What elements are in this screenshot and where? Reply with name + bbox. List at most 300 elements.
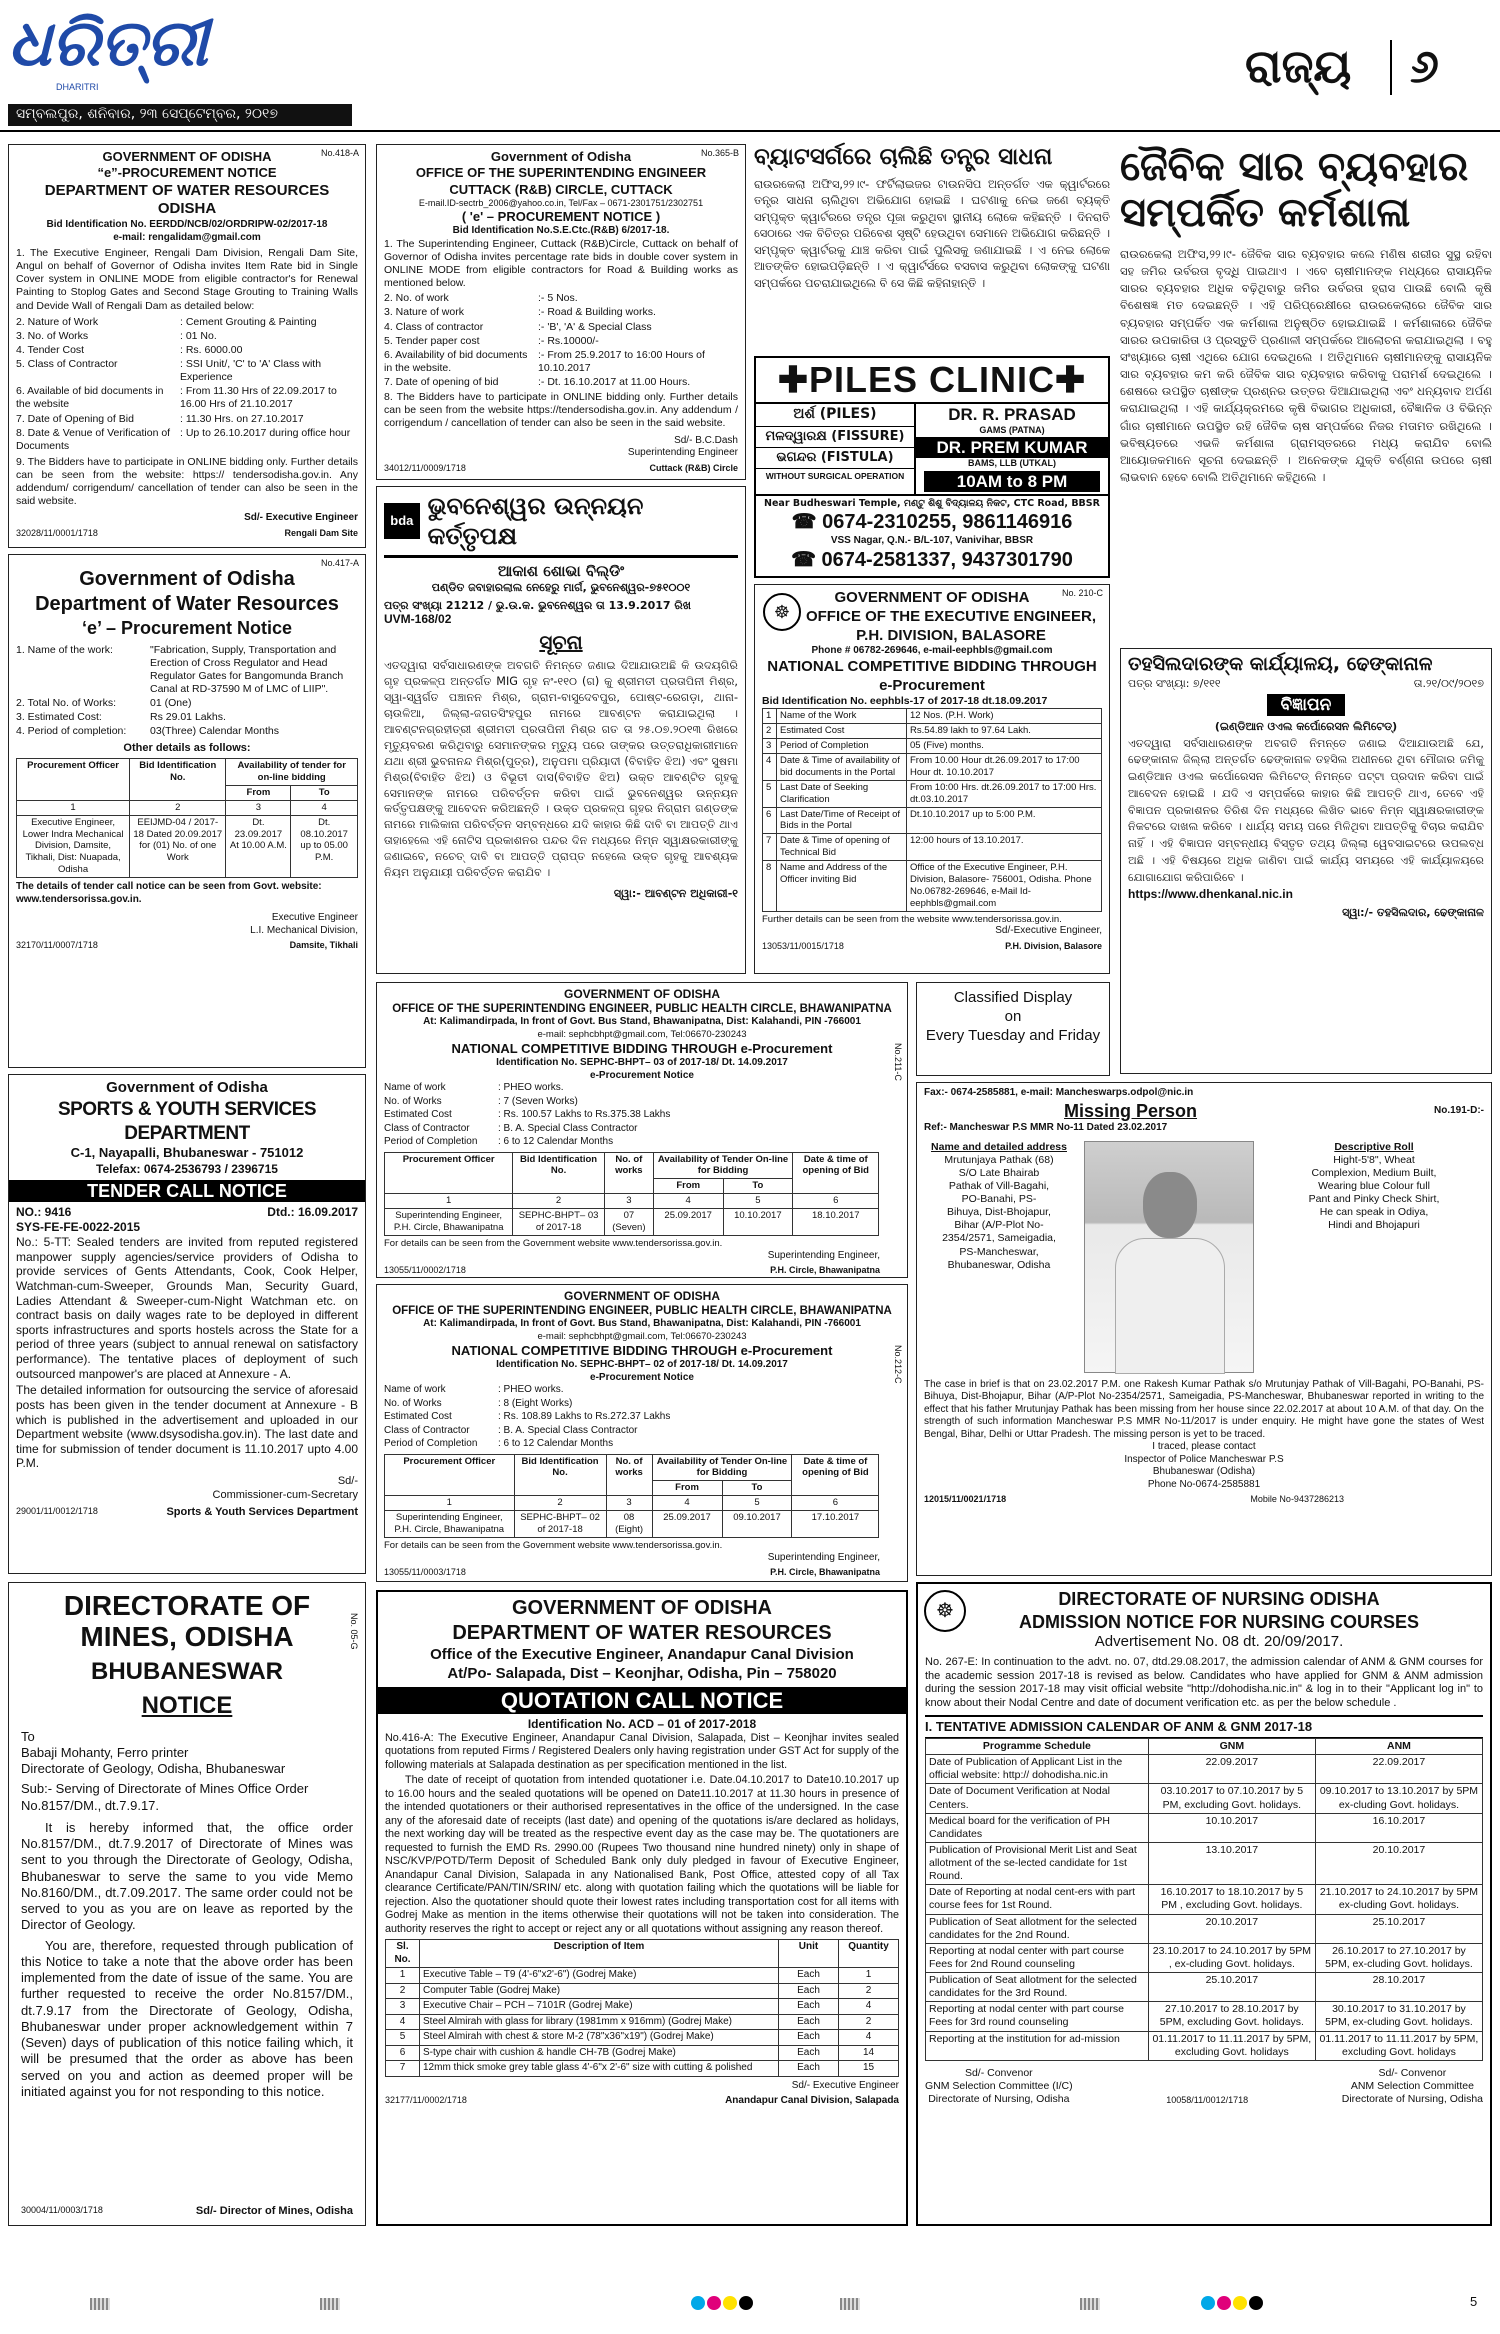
ad-paragraph: No. 267-E: In continuation to the advt. no. 07, dtd.29.08.2017, the admission calendar of ANM & GNM courses for the academic session 2017-18 is revised as below. Candidates who have applied for GNM & ANM admission during the session 2017-18 may visit official website "http://dohodisha.nic.in" & log in to their "Applicant log in" to know about their Nodal Centre and date of document verification etc. as per the below schedule .	[925, 1655, 1483, 1709]
table-cell: 16.10.2017	[1315, 1813, 1482, 1842]
page-footer	[0, 2290, 1500, 2330]
table-cell: 6	[792, 1496, 879, 1511]
section-title: ରାଜ୍ୟ	[1245, 39, 1352, 93]
detail-value: : 01 No.	[180, 329, 217, 342]
registration-mark-icon	[320, 2298, 340, 2310]
clinic-address: VSS Nagar, Q.N.- B/L-107, Vanivihar, BBSR	[830, 535, 1034, 547]
ad-dept: DEPARTMENT OF WATER RESOURCES ODISHA	[44, 181, 330, 218]
news-headline: ସମ୍ପର୍କିତ କର୍ମଶାଳା	[1120, 190, 1411, 236]
table-header: No. of works	[606, 1454, 652, 1496]
table-cell: 20.10.2017	[1148, 1914, 1315, 1943]
table-cell: Publication of Seat allotment for the selected candidates for the 2nd Round.	[926, 1914, 1149, 1943]
subject-line: Sub:- Serving of Directorate of Mines Office Order No.8157/DM., dt.7.9.17.	[21, 1781, 309, 1813]
table-cell: Reporting at the institution for ad-mission	[926, 2031, 1149, 2060]
classified-display-box	[916, 982, 1110, 1076]
table-cell: 5	[722, 1496, 792, 1511]
table-cell: Each	[779, 1983, 839, 1999]
ad-gov-heading: GOVERNMENT OF ODISHA	[511, 1597, 772, 1619]
table-cell: Each	[779, 2030, 839, 2046]
signatory: Superintending Engineer,	[767, 1551, 880, 1563]
ad-paragraph: The date of receipt of quotation from intended quotationer i.e. Date.04.10.2017 to Date10.10.2017 up to 16.00 hours and the sealed quotations will be opened on Date11.10.2017 at 11.30 hours in presence of the intended quotationers or their authorised representatives in the office of the undersigned. In the case any of the aforesaid date of receipts (last date) and opening of the quotations is/are declared as holidays, the next working day will be treated as the respective event day as the case may be. The quotationers are requested to furnish the EMD Rs. 2990.00 (Rupees Two thousand nine hundred ninety) only in shape of NSC/KVP/POTD/Term Deposit of Scheduled Bank only duly pledged in favour of Executive Engineer, Anandapur Canal Division, Salapada in any Nationalised Bank, Post Office, attested copy of all Tax clearance Certificate/PAN/TIN/SRIN/ etc. along with quotation failing which the quotations will be liable for rejection. Also the quotationer should quote their lowest rates including transportation cost for all items with Godrej Make as mention in the items otherwise their quotations will not be taken into consideration. The authority reserves the right to accept or reject any or all quotations without assigning any reason thereof.	[385, 1774, 899, 1935]
ad-number: No.418-A	[320, 148, 359, 158]
address-line: Mrutunjaya Pathak (68)	[944, 1153, 1054, 1166]
table-cell: Medical board for the verification of PH Candidates	[926, 1813, 1149, 1842]
table-header: Availability of Tender On-line for Bidding	[653, 1152, 792, 1179]
table-row	[386, 2014, 899, 2030]
detail-value: : 6 to 12 Calendar Months	[498, 1438, 614, 1449]
yellow-dot-icon	[723, 2296, 737, 2310]
news-headline: ଜୈବିକ ସାର ବ୍ୟବହାର	[1120, 144, 1469, 190]
table-cell: 15	[839, 2061, 899, 2077]
table-cell: 21.10.2017 to 24.10.2017 by 5PM ex-cluding Govt. holidays.	[1315, 1885, 1482, 1914]
phone-icon: ☎	[791, 548, 822, 571]
table-cell: 05 (Five) months.	[907, 739, 1102, 754]
signatory-office: Directorate of Nursing, Odisha	[928, 2093, 1070, 2105]
table-row	[386, 1983, 899, 1999]
table-header: Bid Identification No.	[513, 1152, 605, 1194]
signatory: Sd/- Executive Engineer	[791, 2079, 899, 2091]
table-cell: 12:00 hours of 13.10.2017.	[907, 834, 1102, 861]
table-cell: Reporting at nodal center with part course Fees for 3rd round counseling	[926, 2002, 1149, 2031]
table-cell: 3	[226, 800, 291, 815]
detail-value: : From 11.30 Hrs of 22.09.2017 to 16.00 Hrs of 21.10.2017	[180, 385, 337, 411]
table-cell: 2	[839, 2014, 899, 2030]
ad-office: OFFICE OF THE SUPERINTENDING ENGINEER, PUBLIC HEALTH CIRCLE, BHAWANIPATNA	[392, 1003, 892, 1015]
detail-label: 6. Availability of bid documents in the website.	[384, 348, 528, 374]
ad-title: NATIONAL COMPETITIVE BIDDING THROUGH e-Procurement	[451, 1342, 833, 1358]
clinic-phone-2	[756, 548, 1108, 573]
items-table	[385, 1939, 899, 2077]
signatory: Sd/- Director of Mines, Odisha	[195, 2205, 353, 2218]
ad-title: ‘e’ – Procurement Notice	[81, 618, 293, 638]
detail-value: : B. A. Special Class Contractor	[498, 1122, 638, 1134]
detail-label: 1. Name of the work:	[16, 643, 113, 656]
table-cell: SEPHC-BHPT– 03 of 2017-18	[513, 1209, 605, 1236]
ad-details	[384, 292, 738, 389]
signatory-office: P.H. Circle, Bhawanipatna	[770, 1567, 880, 1578]
ad-gov-heading: GOVERNMENT OF ODISHA	[834, 589, 1030, 606]
bid-details-table	[762, 708, 1102, 911]
ad-code: 34012/11/0009/1718	[384, 462, 466, 473]
ad-note: For details can be seen from the Government website www.tendersorissa.gov.in.	[384, 1539, 723, 1551]
table-row	[926, 1842, 1483, 1884]
ad-title: NATIONAL COMPETITIVE BIDDING THROUGH e-Procurement	[767, 657, 1097, 694]
table-cell: 2	[763, 724, 777, 739]
detail-value: : 11.30 Hrs. on 27.10.2017	[180, 412, 304, 425]
detail-value: :- Road & Building works.	[538, 306, 656, 319]
detail-label: 8. Date & Venue of Verification of Documents	[16, 426, 171, 452]
signatory-office: Rengali Dam Site	[284, 527, 358, 538]
phone-icon: ☎	[791, 511, 823, 534]
table-header: From	[226, 785, 291, 800]
table-header: Date & time of opening of Bid	[792, 1454, 879, 1496]
ad-paragraph: It is hereby informed that, the office order No.8157/DM., dt.7.9.2017 of Directorate of Mines was sent to you through the Directorate of Geology, Odisha, Bhubaneswar to serve the same to you vide Memo No.8160/DM., dt.7.09.2017. The same order could not be served to you as you are on leave as reported by the Director of Geology.	[21, 1819, 353, 1933]
ad-contact: e-mail: sephcbhpt@gmail.com, Tel:06670-230243	[537, 1330, 747, 1342]
clinic-title	[756, 358, 1108, 404]
detail-label: 5. Class of Contractor	[16, 358, 118, 370]
addressee-line: Babaji Mohanty, Ferro printer	[21, 1744, 189, 1760]
sports-youth-tender-notice	[8, 1074, 366, 1574]
signatory-title: Commissioner-cum-Secretary	[212, 1488, 358, 1501]
table-cell: Publication of Seat allotment for the selected candidates for the 3rd Round.	[926, 1973, 1149, 2002]
table-cell: 5	[763, 780, 777, 807]
detail-label: Name of work	[384, 1082, 446, 1093]
detail-label: 2. No. of work	[384, 292, 449, 305]
table-cell: Name of the Work	[777, 709, 907, 724]
ph-balasore-notice	[754, 584, 1110, 974]
table-cell: 5	[723, 1194, 793, 1209]
table-row	[926, 1943, 1483, 1972]
ad-contact: e-mail: sephcbhpt@gmail.com, Tel:06670-230243	[537, 1028, 747, 1040]
table-row	[763, 834, 1102, 861]
detail-value: : SSI Unit/, 'C' to 'A' Class with Experience	[180, 358, 322, 384]
table-cell: 2	[514, 1496, 606, 1511]
detail-value: :- Rs.10000/-	[538, 334, 599, 347]
bid-id: Identification No. SEPHC-BHPT– 03 of 2017-18/ Dt. 14.09.2017	[496, 1057, 788, 1068]
ad-code: 13055/11/0002/1718	[384, 1265, 466, 1276]
bda-notice	[376, 486, 746, 974]
signatory: Sd/- Convenor	[1378, 2066, 1447, 2079]
calendar-heading: I. TENTATIVE ADMISSION CALENDAR OF ANM & GNM 2017-18	[925, 1715, 1483, 1738]
ad-paragraph: 9. The Bidders have to participate in ONLINE bidding only. Further details can be seen from the website: https:// tendersodisha.gov.in. Any addendum/ corrigendum/ cancellation of tender can also be seen in the said website.	[16, 455, 358, 508]
table-cell: 12 Nos. (P.H. Work)	[907, 709, 1102, 724]
bid-id: Bid Identification No. eephbls-17 of 2017-18 dt.18.09.2017	[762, 695, 1048, 708]
description-heading: Descriptive Roll	[1334, 1140, 1414, 1153]
table-cell: 22.09.2017	[1315, 1755, 1482, 1784]
section-divider	[1390, 40, 1392, 95]
ad-title: ଭୁବନେଶ୍ୱର ଉନ୍ନୟନ କର୍ତ୍ତୃପକ୍ଷ	[427, 492, 644, 550]
magenta-dot-icon	[707, 2296, 721, 2310]
table-cell: 09.10.2017	[722, 1511, 792, 1538]
contact-line: Bhubaneswar (Odisha)	[1152, 1466, 1256, 1477]
table-cell: 30.10.2017 to 31.10.2017 by 5PM, ex-cluding Govt. holidays.	[1315, 2002, 1482, 2031]
table-cell: EEIJMD-04 / 2017-18 Dated 20.09.2017 for (01) No. of one Work	[130, 815, 226, 877]
ad-address: C-1, Nayapalli, Bhubaneswar - 751012	[70, 1145, 304, 1161]
table-cell: 4	[386, 2014, 420, 2030]
doctor-qualification: GAMS (PATNA)	[979, 425, 1045, 436]
detail-label: Class of Contractor	[384, 1424, 470, 1436]
ad-gov-heading: Government of Odisha	[79, 568, 295, 590]
detail-value: : Rs. 6000.00	[180, 343, 243, 356]
ad-details	[384, 1082, 900, 1149]
table-cell: Superintending Engineer, P.H. Circle, Bhawanipatna	[385, 1209, 513, 1236]
table-cell: 1	[386, 1968, 420, 1984]
description-line: Pant and Pinky Check Shirt,	[1308, 1193, 1440, 1205]
table-cell: Superintending Engineer, P.H. Circle, Bhawanipatna	[385, 1511, 515, 1538]
detail-label: 6. Available of bid documents in the website	[16, 385, 164, 411]
table-cell: 16.10.2017 to 18.10.2017 by 5 PM , excluding Govt. holidays.	[1148, 1885, 1315, 1914]
ad-number: No.211-C	[893, 1043, 903, 1081]
signatory: Executive Engineer	[271, 912, 358, 923]
signatory-office: Anandapur Canal Division, Salapada	[725, 2095, 899, 2107]
detail-value: :- 5 Nos.	[538, 292, 578, 305]
tagline: WITHOUT SURGICAL OPERATION	[765, 471, 905, 481]
detail-value: :- 'B', 'A' & Special Class	[538, 320, 652, 333]
detail-label: Estimated Cost	[384, 1109, 452, 1120]
table-cell: 23.10.2017 to 24.10.2017 by 5PM , ex-cluding Govt. holidays.	[1148, 1943, 1315, 1972]
detail-label: 4. Class of contractor	[384, 320, 484, 333]
ad-heading: NOTICE	[141, 1691, 233, 1719]
quotation-call-band: QUOTATION CALL NOTICE	[378, 1687, 906, 1715]
ad-code: 32170/11/0007/1718	[16, 940, 98, 950]
table-cell: 25.09.2017	[652, 1511, 722, 1538]
ad-address: At: Kalimandirpada, In front of Govt. Bus Stand, Bhawanipatna, Dist: Kalahandi, PIN -766001	[423, 1016, 861, 1028]
ref-number: Ref:- Mancheswar P.S MMR No-11 Dated 23.02.2017	[924, 1122, 1168, 1133]
table-row	[926, 1813, 1483, 1842]
table-header: Programme Schedule	[926, 1739, 1149, 1755]
ad-gov-heading: GOVERNMENT OF ODISHA	[102, 149, 272, 164]
table-cell: 1	[385, 1496, 515, 1511]
odisha-emblem-icon: ☸	[924, 1590, 966, 1632]
ad-heading: ବିଜ୍ଞାପନ	[1267, 694, 1346, 716]
detail-label: 3. Nature of work	[384, 306, 464, 319]
detail-label: 7. Date of Opening of Bid	[16, 412, 134, 425]
ad-title: NATIONAL COMPETITIVE BIDDING THROUGH e-Procurement	[451, 1040, 833, 1056]
table-row	[763, 754, 1102, 781]
ad-number: No.417-A	[320, 558, 359, 568]
ad-gov-heading: GOVERNMENT OF ODISHA	[563, 987, 720, 1001]
table-row	[763, 709, 1102, 724]
table-cell: 1	[763, 709, 777, 724]
table-header: Unit	[779, 1940, 839, 1968]
signatory: ସ୍ୱା:- ଆବଣ୍ଟନ ଅଧିକାରୀ-୧	[613, 886, 738, 900]
table-cell: 2	[130, 800, 226, 815]
table-cell: Reporting at nodal center with part course Fees for 2nd Round counseling	[926, 1943, 1149, 1972]
table-header: Sl. No.	[386, 1940, 420, 1968]
ad-gov-heading: GOVERNMENT OF ODISHA	[563, 1289, 720, 1303]
signatory: Superintending Engineer,	[767, 1249, 880, 1261]
address-line: Bhubaneswar, Odisha	[947, 1258, 1051, 1271]
tender-table	[384, 1152, 879, 1236]
ref-number: ପତ୍ର ସଂଖ୍ୟା: ୭/୧୧୧	[1128, 676, 1221, 690]
signatory-office: L.I. Mechanical Division,	[250, 924, 358, 936]
table-row	[763, 861, 1102, 912]
ad-gov-heading: Government of Odisha	[106, 1079, 268, 1096]
table-cell: Date & Time of availability of bid documents in the Portal	[777, 754, 907, 781]
signatory: Sd/-Executive Engineer,	[995, 925, 1102, 937]
table-cell: 2	[839, 1983, 899, 1999]
table-header: Availability of Tender On-line for Bidding	[652, 1454, 792, 1481]
table-row	[926, 1914, 1483, 1943]
address-line: PS-Mancheswar,	[959, 1245, 1039, 1258]
detail-label: 7. Date of opening of bid	[384, 376, 499, 388]
table-cell: Period of Completion	[777, 739, 907, 754]
table-cell: Rs.54.89 lakh to 97.64 Lakh.	[907, 724, 1102, 739]
tender-table	[384, 1454, 879, 1538]
detail-value: : 8 (Eight Works)	[498, 1397, 573, 1409]
table-header: From	[653, 1179, 723, 1194]
contact-line: Phone No-0674-2585881	[1147, 1478, 1261, 1490]
table-header: Bid Identification No.	[130, 759, 226, 801]
clinic-address: Near Budheswari Temple, ମଣ୍ଟୁ ଶିଶୁ ବିଦ୍ୟାଳୟ ନିକଟ, CTC Road, BBSR	[756, 494, 1108, 510]
description-line: Complexion, Medium Built,	[1311, 1166, 1437, 1179]
detail-value: :- Dt. 16.10.2017 at 11.00 Hours.	[538, 376, 691, 388]
detail-value: : PHEO works.	[498, 1082, 564, 1093]
table-cell: 09.10.2017 to 13.10.2017 by 5PM ex-cluding Govt. holidays.	[1315, 1784, 1482, 1813]
table-cell: Date of Reporting at nodal cent-ers with part course fees for 1st Round.	[926, 1885, 1149, 1914]
table-row	[926, 1973, 1483, 2002]
doctor-qualification: BAMS, LLB (UTKAL)	[968, 457, 1056, 468]
ref-number: ପତ୍ର ସଂଖ୍ୟା 21212 / ଭୁ.ଉ.କ. ଭୁବନେଶ୍ୱର ତା 13.9.2017 ରିଖ	[384, 598, 691, 612]
table-cell: 01.11.2017 to 11.11.2017 by 5PM, excluding Govt. holidays	[1148, 2031, 1315, 2060]
table-cell: 25.10.2017	[1315, 1914, 1482, 1943]
plus-icon: ✚	[1055, 359, 1087, 400]
table-cell: 26.10.2017 to 27.10.2017 by 5PM, ex-cluding Govt. holidays.	[1315, 1943, 1482, 1972]
table-cell: Computer Table (Godrej Make)	[420, 1983, 779, 1999]
detail-label: 5. Tender paper cost	[384, 334, 480, 347]
table-row	[763, 807, 1102, 834]
table-cell: From 10.00 Hour dt.26.09.2017 to 17:00 Hour dt. 10.10.2017	[907, 754, 1102, 781]
signatory: ସ୍ୱା:/- ତହସିଲଦାର, ଢେଙ୍କାନାଳ	[1342, 905, 1484, 919]
address-line: Pathak of Vill-Bagahi,	[948, 1179, 1050, 1192]
admission-calendar-table	[925, 1738, 1483, 2061]
ad-number: No.365-B	[700, 148, 739, 158]
table-cell: 28.10.2017	[1315, 1973, 1482, 2002]
phone-number: 0674-2310255, 9861146916	[822, 511, 1073, 534]
signatory-office: P.H. Division, Balasore	[1005, 940, 1102, 951]
masthead-rule	[0, 130, 1500, 132]
ad-title: ( 'e' – PROCUREMENT NOTICE )	[461, 209, 661, 224]
ad-address: At: Kalimandirpada, In front of Govt. Bus Stand, Bhawanipatna, Dist: Kalahandi, PIN -766001	[423, 1318, 861, 1330]
news-headline: ବ୍ୟାଟସର୍ଗରେ ଚାଲିଛି ତନ୍ତ୍ର ସାଧନା	[754, 144, 1053, 170]
address-line: 2354/2571, Sameigadia,	[942, 1232, 1056, 1245]
table-cell: Executive Engineer, Lower Indra Mechanical Division, Damsite, Tikhali, Dist: Nuapada, Odisha	[17, 815, 130, 877]
black-dot-icon	[1249, 2296, 1263, 2310]
clinic-name: PILES CLINIC	[808, 359, 1056, 400]
table-row	[386, 1999, 899, 2015]
ad-website[interactable]: https://www.dhenkanal.nic.in	[1128, 886, 1293, 901]
bid-id: Identification No. SEPHC-BHPT– 02 of 2017-18/ Dt. 14.09.2017	[496, 1359, 788, 1370]
table-cell: 25.09.2017	[653, 1209, 723, 1236]
table-header: Availability of tender for on-line bidding	[226, 759, 358, 786]
table-cell: SEPHC-BHPT– 02 of 2017-18	[514, 1511, 606, 1538]
detail-label: Period of Completion	[384, 1438, 478, 1449]
detail-value: Rs 29.01 Lakhs.	[150, 711, 226, 724]
table-cell: 3	[386, 1999, 420, 2015]
ad-note: Further details can be seen from the website www.tendersorissa.gov.in.	[762, 913, 1062, 925]
table-cell: Office of the Executive Engineer, P.H. Division, Balasore- 756001, Odisha. Phone No.06782-269646, e-Mail Id-eephbls@gmail.com	[907, 861, 1102, 912]
treatment-item: ମଳଦ୍ୱାରକ୍ଷ (FISSURE)	[756, 427, 914, 448]
table-header: Description of Item	[420, 1940, 779, 1968]
table-cell: Publication of Provisional Merit List and Seat allotment of the se-lected candidate for 1st Round.	[926, 1842, 1149, 1884]
table-cell: 20.10.2017	[1315, 1842, 1482, 1884]
table-cell: Steel Almirah with chest & store M-2 (78"x36"x19") (Godrej Make)	[420, 2030, 779, 2046]
doctor-name: DR. PREM KUMAR	[916, 437, 1108, 458]
table-cell: Each	[779, 2045, 839, 2061]
table-cell: Each	[779, 1999, 839, 2015]
clinic-hours: 10AM to 8 PM	[924, 471, 1100, 492]
mines-notice	[8, 1582, 366, 2226]
detail-label: Period of Completion	[384, 1136, 478, 1147]
table-header: Bid Identification No.	[514, 1454, 606, 1496]
ad-details	[384, 1384, 900, 1451]
detail-value: : Cement Grouting & Painting	[180, 315, 317, 328]
table-header: To	[722, 1481, 792, 1496]
page-number-odia: ୬	[1410, 39, 1439, 93]
table-header: Date & time of opening of Bid	[793, 1152, 879, 1194]
detail-value: : Rs. 108.89 Lakhs to Rs.272.37 Lakhs	[498, 1411, 671, 1422]
table-cell: 12mm thick smoke grey table glass 4'-6"x 2'-6" size with cutting & polished	[420, 2061, 779, 2077]
address-line: Bihar (A/P-Plot No-	[954, 1219, 1044, 1232]
table-cell: 5	[386, 2030, 420, 2046]
ad-title: DIRECTORATE OF MINES, ODISHA	[63, 1590, 311, 1652]
ad-paragraph: No.: 5-TT: Sealed tenders are invited from reputed registered manpower supply agencies/service providers of Odisha to provide services of Gents Attendants, Cook, Cook Helper, Watchman-cum-Sweeper, Grounds Man, Security Guard, Ladies Attendant & Sweeper-cum-Night Watchman etc. on contract basis on daily wages rate to be deployed in different sports infrastructures and sports hostels across the State for a period of three years (subject to annual renewal on satisfactory performance). The tentative places of deployment of such outsourced manpower's are placed at Annexure - A.	[16, 1235, 358, 1381]
treatment-item: ଅର୍ଶ (PILES)	[756, 404, 914, 427]
ad-office: OFFICE OF THE SUPERINTENDING ENGINEER, PUBLIC HEALTH CIRCLE, BHAWANIPATNA	[392, 1305, 892, 1317]
ad-heading: ସୂଚନା	[539, 630, 583, 655]
ad-dept: SPORTS & YOUTH SERVICES DEPARTMENT	[57, 1098, 317, 1144]
classified-line: Every Tuesday and Friday	[925, 1026, 1101, 1044]
detail-value: 01 (One)	[150, 697, 192, 709]
ref-number: SYS-FE-FE-0022-2015	[16, 1220, 141, 1234]
table-cell: Date of Publication of Applicant List in the official website: http:// dohodisha.nic.in	[926, 1755, 1149, 1784]
address-line: Bihuya, Dist-Bhojapur,	[947, 1206, 1051, 1219]
table-row	[926, 1784, 1483, 1813]
table-cell: 18.10.2017	[793, 1209, 879, 1236]
ad-office: OFFICE OF THE EXECUTIVE ENGINEER, P.H. DIVISION, BALASORE	[805, 607, 1097, 644]
table-cell: 25.10.2017	[1148, 1973, 1315, 2002]
ad-subheading: Other details as follows:	[123, 742, 251, 755]
phone-number: 0674-2581337, 9437301790	[821, 548, 1073, 571]
table-cell: Date of Document Verification at Nodal Centers.	[926, 1784, 1149, 1813]
table-row	[926, 2002, 1483, 2031]
table-cell: Executive Table – T9 (4'-6"x2'-6") (Godrej Make)	[420, 1968, 779, 1984]
signatory-location: Damsite, Tikhali	[289, 940, 358, 950]
missing-person-notice	[916, 1082, 1492, 1576]
ad-code: 29001/11/0012/1718	[16, 1505, 98, 1516]
notice-date: Dtd.: 16.09.2017	[267, 1205, 358, 1219]
address-line: PO-Banahi, PS-	[961, 1193, 1037, 1205]
news-body: ରାଉରକେଲା ଅଫିସ,୨୨।୯- ଫର୍ଟିଲାଇଜର ଟାଉନସିପ ଅନ୍ତର୍ଗତ ଏକ କ୍ୱାର୍ଟରରେ ତନ୍ତ୍ର ସାଧନା ଚାଲିଥିବା ଅଭିଯୋଗ ହୋଇଛି । ଘଟଣାକୁ ନେଇ ଜଣେ ବ୍ୟକ୍ତି ସମ୍ପୃକ୍ତ କ୍ୱାର୍ଟରରେ ତନ୍ତ୍ର ପୂଜା କରୁଥିବା ସ୍ଥାନୀୟ ଲୋକେ କହିଛନ୍ତି । ଦିନରାତି ସେଠାରେ ଏକ ବିଚିତ୍ର ପରିବେଶ ସୃଷ୍ଟି ହେଉଥିବା ସେମାନେ ଅଭିଯୋଗ କରିଛନ୍ତି । ସମ୍ପୃକ୍ତ କ୍ୱାର୍ଟରକୁ ଯାଞ୍ଚ କରିବା ପାଇଁ ପୁଲିସକୁ ଜଣାଯାଇଛି । ଏ ନେଇ ଲୋକେ ଆତଙ୍କିତ ହୋଇପଡ଼ିଛନ୍ତି । ଏ କ୍ୱାର୍ଟର୍ସରେ ବସବାସ କରୁଥିବା ଲୋକଙ୍କୁ ଘଟଣା ସମ୍ପର୍କରେ ପଚରାଯାଇଥିଲେ ବି ସେ କିଛି କହିନାହାନ୍ତି ।	[754, 176, 1110, 290]
piles-clinic-ad	[754, 356, 1110, 578]
table-cell: 10.10.2017	[723, 1209, 793, 1236]
registration-mark-icon	[840, 2298, 860, 2310]
tahasil-dhenkanal-notice	[1120, 648, 1492, 1074]
uvm-number: UVM-168/02	[384, 612, 452, 627]
clinic-phone-1	[756, 510, 1108, 535]
contact-line: I traced, please contact	[1152, 1441, 1256, 1452]
detail-label: Estimated Cost	[384, 1411, 452, 1422]
ad-address: At/Po- Salapada, Dist – Keonjhar, Odisha, Pin – 758020	[447, 1664, 837, 1682]
description-lines	[1264, 1154, 1484, 1233]
ad-circle: CUTTACK (R&B) CIRCLE, CUTTACK	[449, 181, 673, 197]
color-registration-marks	[1200, 2296, 1264, 2315]
table-cell: Executive Chair – PCH – 7101R (Godrej Make)	[420, 1999, 779, 2015]
anandapur-quotation-notice	[376, 1590, 908, 2226]
ad-note: For details can be seen from the Government website www.tendersorissa.gov.in.	[384, 1237, 723, 1249]
table-cell: 4	[839, 1999, 899, 2015]
signatory-office: Directorate of Nursing, Odisha	[1341, 2093, 1483, 2105]
detail-label: No. of Works	[384, 1095, 442, 1107]
table-cell: 4	[653, 1194, 723, 1209]
table-cell: 14	[839, 2045, 899, 2061]
table-header: Procurement Officer	[385, 1454, 515, 1496]
news-body: ରାଉରକେଲା ଅଫିସ,୨୨।୯- ଜୈବିକ ସାର ବ୍ୟବହାର କଲେ ମଣିଷ ଶରୀର ସୁସ୍ଥ ରହିବା ସହ ଜମିର ଉର୍ବରତା ବୃଦ୍ଧି ପାଇଥାଏ । ଏବେ ଚାଷୀମାନଙ୍କ ମଧ୍ୟରେ ରାସାୟନିକ ସାରର ବ୍ୟବହାର ଅଧିକ ବଢ଼ିଥିବାରୁ ଜମିର ଉର୍ବରତା ହ୍ରାସ ପାଉଛି ବୋଲି କୃଷି ବିଶେଷଜ୍ଞ ମତ ଦେଇଛନ୍ତି । ଏହି ପରିପ୍ରେକ୍ଷୀରେ ରାଉରକେଲାରେ ଜୈବିକ ସାର ବ୍ୟବହାର ସମ୍ପର୍କିତ ଏକ କର୍ମଶାଳା ଅନୁଷ୍ଠିତ ହୋଇଯାଇଛି । କର୍ମଶାଳାରେ ଜୈବିକ ସାରର ଉପକାରିତା ଓ ପ୍ରସ୍ତୁତି ପ୍ରଣାଳୀ ସମ୍ପର୍କରେ ଆଲୋଚନା କରାଯାଇଥିଲା । ବହୁ ସଂଖ୍ୟାରେ ଚାଷୀ ଏଥିରେ ଯୋଗ ଦେଇଥିଲେ । ଅତିଥିମାନେ ଚାଷୀମାନଙ୍କୁ ରାସାୟନିକ ସାର ବ୍ୟବହାର କମ କରି ଜୈବିକ ସାର ବ୍ୟବହାର କରିବାକୁ ପରାମର୍ଶ ଦେଇଥିଲେ । ଶେଷରେ ଉପସ୍ଥିତ ଚାଷୀଙ୍କ ପ୍ରଶ୍ନର ଉତ୍ତର ଦିଆଯାଇଥିଲା ଏବଂ ଧନ୍ୟବାଦ ଅର୍ପଣ କରାଯାଇଥିଲା । ଏହି କାର୍ଯ୍ୟକ୍ରମରେ କୃଷି ବିଭାଗର ଅଧିକାରୀ, ବୈଜ୍ଞାନିକ ଓ ବିଭିନ୍ନ ଗାଁର ଚାଷୀମାନେ ଉପସ୍ଥିତ ରହି ଜୈବିକ ଚାଷ ସମ୍ପର୍କରେ ନିଜର ମତାମତ ରଖିଥିଲେ । ଭବିଷ୍ୟତରେ ଏଭଳି କର୍ମଶାଳା ଗ୍ରାମସ୍ତରରେ ମଧ୍ୟ କରାଯିବ ବୋଲି ଆୟୋଜକମାନେ ସୂଚନା ଦେଇଛନ୍ତି । ଅନେକଙ୍କ ଯୁକ୍ତି ବର୍ଣ୍ଣନା ଉପରେ ଚାଷୀ ଲାଭବାନ ହେବେ ବୋଲି ଅତିଥିମାନେ କହିଥିଲେ ।	[1120, 247, 1492, 485]
detail-value: : 6 to 12 Calendar Months	[498, 1136, 614, 1147]
ad-address: ପଣ୍ଡିତ ଜବାହାରଲାଲ ନେହେରୁ ମାର୍ଗ, ଭୁବନେଶ୍ୱର-୭୫୧୦୦୧	[431, 580, 691, 594]
notice-date: ତା.୨୧/୦୯/୨୦୧୭	[1413, 676, 1484, 690]
detail-value: : Up to 26.10.2017 during office hour	[180, 426, 351, 439]
water-resources-rengali-notice	[8, 144, 366, 548]
water-resources-damsite-notice	[8, 554, 366, 1068]
color-registration-marks	[690, 2296, 754, 2315]
ad-paragraph: 8. The Bidders have to participate in ONLINE bidding only. Further details can be seen from the website https://tendersodisha.gov.in. Any addendum / corrigendum / cancellation of tender can also be seen in the said website.	[384, 391, 738, 430]
table-row	[763, 780, 1102, 807]
ad-phone: Telefax: 0674-2536793 / 2396715	[96, 1161, 278, 1176]
magenta-dot-icon	[1217, 2296, 1231, 2310]
ad-subheading: e-Procurement Notice	[590, 1069, 694, 1081]
table-cell: 17.10.2017	[792, 1511, 879, 1538]
